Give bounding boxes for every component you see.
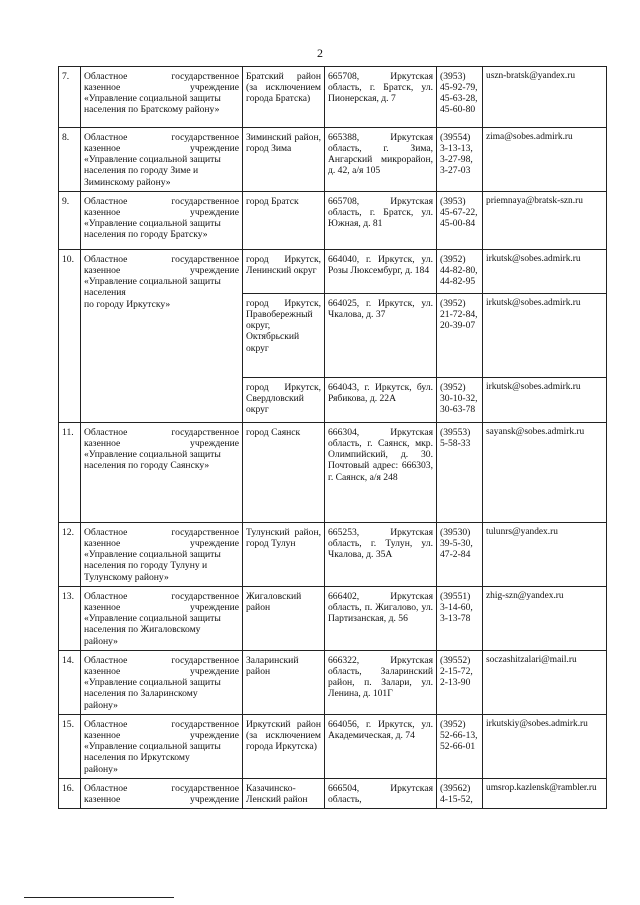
email: zima@sobes.admirk.ru: [483, 128, 607, 192]
phone: [437, 378, 483, 423]
institution-name: [81, 192, 243, 250]
row-number: 10.: [59, 250, 81, 423]
address: 666504, Иркутская область,: [325, 779, 437, 809]
institution-name-line: району»: [84, 635, 118, 647]
phone-line: 21-72-84,: [440, 309, 478, 321]
footnote-rule: [24, 897, 174, 898]
service-area: Зиминский район, город Зима: [243, 128, 325, 192]
phone-line: 30-63-78: [440, 404, 476, 416]
phone-line: (39562): [440, 783, 471, 794]
service-area: город Братск: [243, 192, 325, 250]
phone-line: 3-14-60,: [440, 602, 473, 614]
phone-line: 3-27-98,: [440, 154, 473, 166]
phone-line: (3952): [440, 298, 466, 309]
phone-line: (3953): [440, 196, 466, 207]
institution-name-line: «Управление социальной защиты: [84, 276, 221, 288]
institution-name-line: казенное учреждение: [84, 82, 239, 94]
institution-name-line: «Управление социальной защиты: [84, 741, 221, 753]
phone-line: 39-5-30,: [440, 538, 473, 550]
table-row: [59, 715, 607, 779]
institution-name-line: населения по Заларинскому: [84, 688, 198, 700]
institution-name-line: «Управление социальной защиты: [84, 218, 221, 230]
address: 666322, Иркутская область, Заларинский район, п. Залари, ул. Ленина, д. 101Г: [325, 651, 437, 715]
phone-line: 45-67-22,: [440, 207, 478, 219]
service-area: город Иркутск, Правобережный округ, Октябрьский округ: [243, 294, 325, 378]
institution-name-line: населения по городу Саянску»: [84, 460, 210, 472]
institution-name: [81, 250, 243, 423]
table-row: [59, 779, 607, 809]
institution-name: [81, 128, 243, 192]
phone-line: (39552): [440, 655, 471, 666]
email: sayansk@sobes.admirk.ru: [483, 423, 607, 523]
institution-name-line: Областное государственное: [84, 655, 239, 666]
row-number: 14.: [59, 651, 81, 715]
institution-name-line: населения по Иркутскому: [84, 752, 190, 764]
service-area: Братский район (за исключением города Братска): [243, 67, 325, 128]
email: irkutsk@sobes.admirk.ru: [483, 378, 607, 423]
institution-name-line: казенное учреждение: [84, 143, 239, 155]
service-area: Жигаловский район: [243, 587, 325, 651]
email: priemnaya@bratsk-szn.ru: [483, 192, 607, 250]
table-row: [59, 523, 607, 587]
email: umsrop.kazlensk@rambler.ru: [483, 779, 607, 809]
table-row: [59, 250, 607, 294]
phone-line: 4-15-52,: [440, 794, 473, 806]
institution-name-line: Зиминскому району»: [84, 176, 171, 188]
institution-name-line: казенное учреждение: [84, 730, 239, 742]
institution-name: [81, 67, 243, 128]
service-area: Заларинский район: [243, 651, 325, 715]
phone-line: (3952): [440, 719, 466, 730]
institution-name-line: Областное государственное: [84, 719, 239, 730]
phone-line: 3-13-13,: [440, 143, 473, 155]
phone-line: 20-39-07: [440, 320, 476, 332]
email: zhig-szn@yandex.ru: [483, 587, 607, 651]
table-row: [59, 651, 607, 715]
phone: [437, 651, 483, 715]
phone-line: 5-58-33: [440, 438, 471, 450]
institution-name-line: Областное государственное: [84, 783, 239, 794]
service-area: Иркутский район (за исключением города Иркутска): [243, 715, 325, 779]
institution-name-line: району»: [84, 763, 118, 775]
institution-name-line: Областное государственное: [84, 591, 239, 602]
institution-name-line: району»: [84, 699, 118, 711]
row-number: 7.: [59, 67, 81, 128]
email: irkutskiy@sobes.admirk.ru: [483, 715, 607, 779]
institution-name-line: «Управление социальной защиты: [84, 449, 221, 461]
phone: [437, 523, 483, 587]
institution-name: [81, 587, 243, 651]
address: 664043, г. Иркутск, бул. Рябикова, д. 22А: [325, 378, 437, 423]
phone: [437, 128, 483, 192]
address: 664025, г. Иркутск, ул. Чкалова, д. 37: [325, 294, 437, 378]
address: 665388, Иркутская область, г. Зима, Ангарский микрорайон, д. 42, а/я 105: [325, 128, 437, 192]
address: 666402, Иркутская область, п. Жигалово, ул. Партизанская, д. 56: [325, 587, 437, 651]
institution-name-line: «Управление социальной защиты: [84, 549, 221, 561]
row-number: 9.: [59, 192, 81, 250]
phone-line: (3953): [440, 71, 466, 82]
institution-name-line: населения по городу Тулуну и: [84, 560, 208, 572]
institution-name: [81, 779, 243, 809]
phone-line: 44-82-80,: [440, 265, 478, 277]
phone-line: 3-13-78: [440, 613, 471, 625]
table-row: [59, 192, 607, 250]
service-area: город Иркутск, Свердловский округ: [243, 378, 325, 423]
institution-name-line: Областное государственное: [84, 527, 239, 538]
institution-name-line: Областное государственное: [84, 427, 239, 438]
institutions-table: [58, 66, 607, 809]
institution-name-line: населения по городу Зиме и: [84, 165, 199, 177]
phone-line: (39551): [440, 591, 471, 602]
phone-line: (3952): [440, 254, 466, 265]
institution-name: [81, 523, 243, 587]
institution-name-line: казенное учреждение: [84, 207, 239, 219]
table-row: [59, 128, 607, 192]
phone-line: 52-66-13,: [440, 730, 478, 742]
phone-line: 3-27-03: [440, 165, 471, 177]
phone: [437, 715, 483, 779]
institution-name-line: «Управление социальной защиты: [84, 93, 221, 105]
phone-line: 47-2-84: [440, 549, 471, 561]
institution-name-line: казенное учреждение: [84, 438, 239, 450]
phone-line: (39554): [440, 132, 471, 143]
row-number: 13.: [59, 587, 81, 651]
phone-line: (3952): [440, 382, 466, 393]
institution-name-line: казенное учреждение: [84, 794, 239, 806]
service-area: город Саянск: [243, 423, 325, 523]
row-number: 11.: [59, 423, 81, 523]
table-row: [59, 423, 607, 523]
phone: [437, 423, 483, 523]
institution-name: [81, 651, 243, 715]
institution-name-line: населения: [84, 287, 126, 299]
phone-line: 45-00-84: [440, 218, 476, 230]
institution-name-line: «Управление социальной защиты: [84, 154, 221, 166]
institution-name: [81, 715, 243, 779]
email: irkutsk@sobes.admirk.ru: [483, 294, 607, 378]
address: 664040, г. Иркутск, ул. Розы Люксембург, д. 184: [325, 250, 437, 294]
table-row: [59, 67, 607, 128]
institution-name: [81, 423, 243, 523]
institution-name-line: казенное учреждение: [84, 602, 239, 614]
phone-line: (39553): [440, 427, 471, 438]
institution-name-line: населения по Братскому району»: [84, 104, 220, 116]
institution-name-line: Областное государственное: [84, 71, 239, 82]
institution-name-line: населения по Жигаловскому: [84, 624, 201, 636]
institution-name-line: казенное учреждение: [84, 265, 239, 277]
phone: [437, 67, 483, 128]
institution-name-line: Тулунскому району»: [84, 571, 169, 583]
institution-name-line: Областное государственное: [84, 196, 239, 207]
table-row: [59, 587, 607, 651]
phone-line: 2-13-90: [440, 677, 471, 689]
phone: [437, 779, 483, 809]
phone-line: 52-66-01: [440, 741, 476, 753]
service-area: Казачинско-Ленский район: [243, 779, 325, 809]
email: soczashitzalari@mail.ru: [483, 651, 607, 715]
institution-name-line: казенное учреждение: [84, 666, 239, 678]
service-area: город Иркутск, Ленинский округ: [243, 250, 325, 294]
institution-name-line: Областное государственное: [84, 254, 239, 265]
phone: [437, 250, 483, 294]
phone-line: (39530): [440, 527, 471, 538]
institution-name-line: населения по городу Братску»: [84, 229, 208, 241]
institution-name-line: по городу Иркутску»: [84, 298, 171, 310]
service-area: Тулунский район, город Тулун: [243, 523, 325, 587]
address: 665708, Иркутская область, г. Братск, ул. Южная, д. 81: [325, 192, 437, 250]
address: 666304, Иркутская область, г. Саянск, мкр. Олимпийский, д. 30. Почтовый адрес: 666303, г. Саянск, а/я 248: [325, 423, 437, 523]
phone-line: 44-82-95: [440, 276, 476, 288]
institution-name-line: Областное государственное: [84, 132, 239, 143]
institution-name-line: «Управление социальной защиты: [84, 677, 221, 689]
phone-line: 45-60-80: [440, 104, 476, 116]
row-number: 16.: [59, 779, 81, 809]
email: irkutsk@sobes.admirk.ru: [483, 250, 607, 294]
phone-line: 30-10-32,: [440, 393, 478, 405]
address: 665253, Иркутская область, г. Тулун, ул. Чкалова, д. 35А: [325, 523, 437, 587]
phone-line: 2-15-72,: [440, 666, 473, 678]
phone: [437, 587, 483, 651]
page-number: 2: [317, 46, 323, 60]
row-number: 15.: [59, 715, 81, 779]
institution-name-line: «Управление социальной защиты: [84, 613, 221, 625]
address: 665708, Иркутская область, г. Братск, ул. Пионерская, д. 7: [325, 67, 437, 128]
phone: [437, 294, 483, 378]
institution-name-line: казенное учреждение: [84, 538, 239, 550]
email: uszn-bratsk@yandex.ru: [483, 67, 607, 128]
email: tulunrs@yandex.ru: [483, 523, 607, 587]
row-number: 8.: [59, 128, 81, 192]
address: 664056, г. Иркутск, ул. Академическая, д. 74: [325, 715, 437, 779]
row-number: 12.: [59, 523, 81, 587]
phone-line: 45-92-79,: [440, 82, 478, 94]
phone-line: 45-63-28,: [440, 93, 478, 105]
phone: [437, 192, 483, 250]
